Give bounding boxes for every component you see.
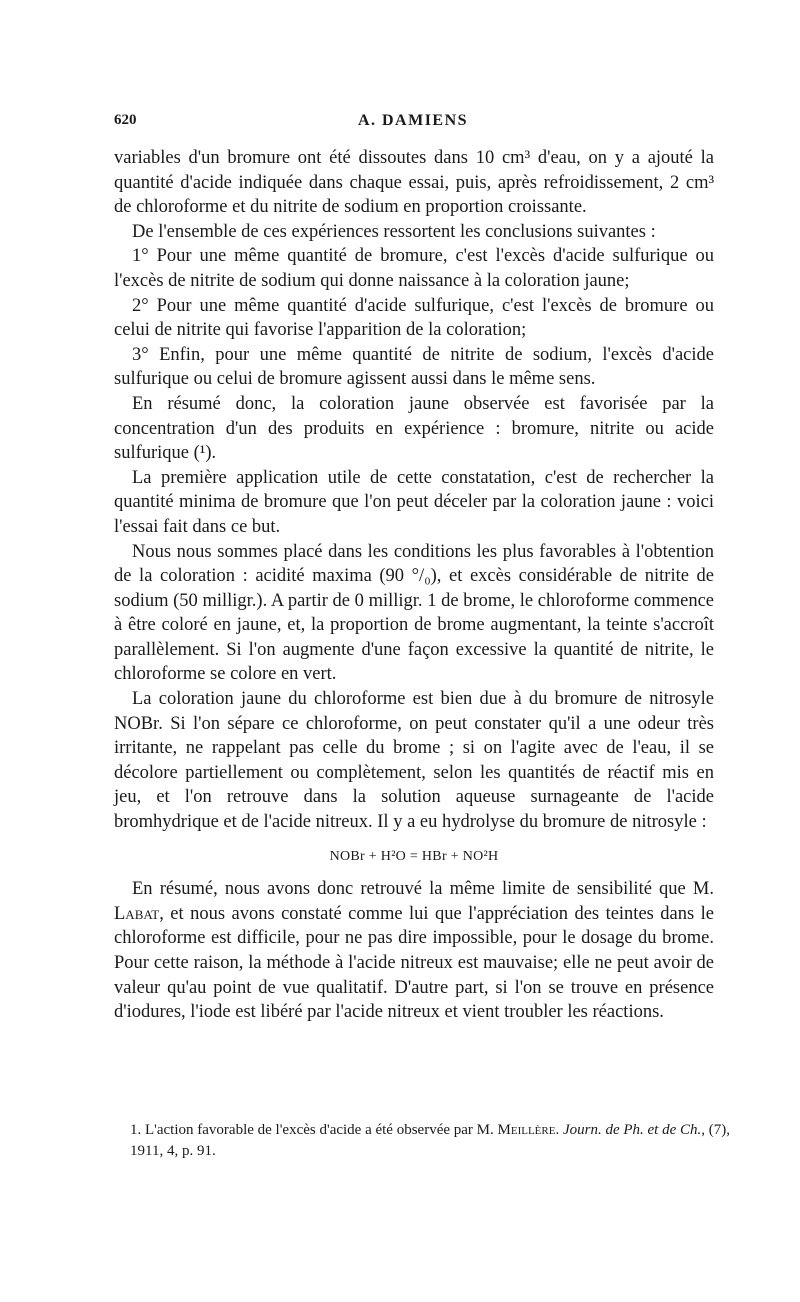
paragraph-continuation: variables d'un bromure ont été dissoutes dans 10 cm³ d'eau, on y a ajouté la quantité d'acide indiquée dans chaque essai, puis, après refroidissement, 2 cm³ de chloroforme et du nitrite de sodium en proportion croissante. [114, 148, 714, 218]
paragraph-summary: En résumé donc, la coloration jaune observée est favorisée par la concentration d'un des produits en expérience : bromure, nitrite ou acide sulfurique (¹). [114, 393, 714, 464]
final-summary-text-b: , et nous avons constaté comme lui que l'appréciation des teintes dans le chloroforme est difficile, pour ne pas dire impossible, pour le dosage du brome. Pour cette raison, la méthode à l'acide nitreux est mauvaise; elle ne peut avoir de valeur qu'au point de vue qualitatif. D'autre part, si l'on se trouve en présence d'iodures, l'iode est libéré par l'acide nitreux et vient troubler les réactions. [114, 903, 714, 1023]
footnote-1 [130, 1120, 730, 1162]
journal-title: Journ. de Ph. et de Ch. [562, 1122, 702, 1138]
paragraph-conclusions-intro: De l'ensemble de ces expériences ressortent les conclusions suivantes : [132, 221, 656, 242]
paragraph-experiment: Nous nous sommes placé dans les conditions les plus favorables à l'obtention de la coloration : acidité maxima (90 °/₀), et excès considérable de nitrite de sodium (50 milligr.). A partir de 0 milligr. 1 de brome, le chloroforme commence à être coloré en jaune, et, la proportion de brome augmentant, la teinte s'accroît parallèlement. Si l'on augmente d'une façon excessive la quantité de nitrite, le chloroforme se colore en vert. [114, 541, 714, 685]
running-title: A. DAMIENS [357, 112, 469, 129]
footnote-text-a: 1. L'action favorable de l'excès d'acide a été observée par M. [130, 1122, 498, 1138]
paragraph-application: La première application utile de cette constatation, c'est de rechercher la quantité minima de bromure que l'on peut déceler par la coloration jaune : voici l'essai fait dans ce but. [114, 467, 714, 537]
paragraph-final-summary [114, 877, 714, 1025]
final-summary-text-a: En résumé, nous avons donc retrouvé la même limite de sensibilité que M. [132, 879, 714, 900]
paragraph-conclusion-2: 2° Pour une même quantité d'acide sulfurique, c'est l'excès de bromure ou celui de nitrite qui favorise l'apparition de la coloration; [114, 295, 714, 341]
paragraph-conclusion-3: 3° Enfin, pour une même quantité de nitrite de sodium, l'excès d'acide sulfurique ou celui de bromure agissent aussi dans le même sens. [114, 344, 714, 390]
page-number: 620 [114, 112, 137, 128]
body-text [114, 146, 714, 1025]
paragraph-nobr: La coloration jaune du chloroforme est bien due à du bromure de nitrosyle NOBr. Si l'on sépare ce chloroforme, on peut constater qu'il a une odeur très irritante, ne rappelant pas celle du brome ; si on l'agite avec de l'eau, il se décolore partiellement ou complètement, selon les quantités de réactif mis en jeu, et l'on retrouve dans la solution aqueuse surnageante de l'acide bromhydrique et de l'acide nitreux. Il y a eu hydrolyse du bromure de nitrosyle : [114, 689, 714, 833]
footnote-text-b: . [555, 1122, 563, 1138]
page-header [114, 112, 712, 136]
author-name-meillere: Meillère [497, 1122, 556, 1138]
paragraph-conclusion-1: 1° Pour une même quantité de bromure, c'est l'excès d'acide sulfurique ou l'excès de nitrite de sodium qui donne naissance à la coloration jaune; [114, 246, 714, 291]
footnote-text-c: , (7), 1911, 4, p. 91. [130, 1122, 731, 1159]
chemical-equation: NOBr + H²O = HBr + NO²H [329, 848, 499, 864]
author-name-labat: Labat [114, 903, 160, 924]
footnote [130, 1120, 730, 1162]
